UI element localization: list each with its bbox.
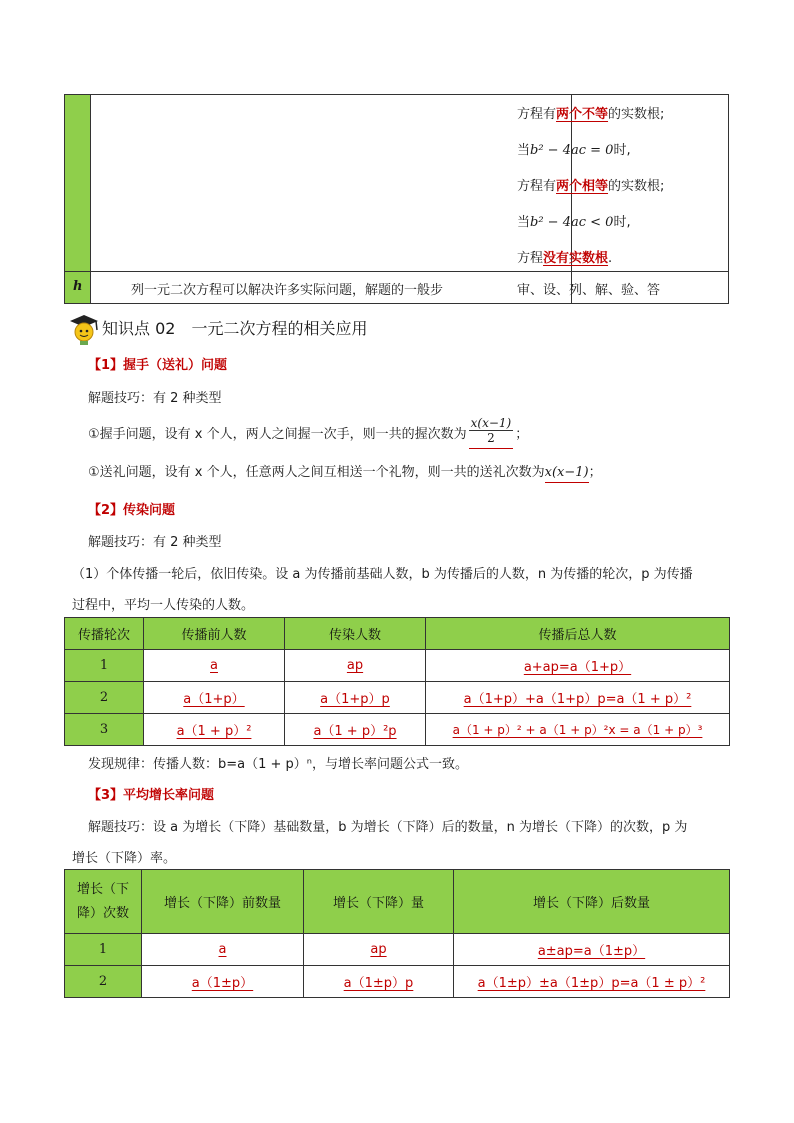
count-cell: 2	[65, 966, 142, 998]
part1-heading: 【1】握手（送礼）问题	[88, 358, 228, 373]
part2-desc-2: 过程中，平均一人传染的人数。	[72, 598, 255, 613]
handshake-fraction: $\frac{x(x-1)}{2}$	[469, 416, 514, 449]
table-row	[65, 934, 730, 966]
part2-desc-1: （1）个体传播一轮后，依旧传染。设 a 为传播前基础人数，b 为传播后的人数，n 为传播的轮次，p 为传播	[72, 567, 693, 582]
section-title: 知识点 02 一元二次方程的相关应用	[102, 319, 368, 338]
part3-tip-1: 解题技巧：设 a 为增长（下降）基础数量，b 为增长（下降）后的数量，n 为增长（下降）的次数，p 为	[88, 820, 688, 835]
header-cell: 增长（下降）次数	[65, 870, 142, 934]
value-cell: a±ap=a（1±p）	[537, 944, 646, 959]
value-cell: a	[218, 942, 227, 957]
part1-tip: 解题技巧：有 2 种类型	[88, 391, 222, 406]
top-table	[64, 94, 729, 304]
spread-table	[64, 617, 730, 746]
value-cell: a（1±p）±a（1±p）p=a（1 ± p）²	[477, 976, 706, 991]
header-cell: 增长（下降）后数量	[454, 870, 730, 934]
value-cell: a（1 + p）²	[176, 724, 252, 739]
value-cell: a+ap=a（1+p）	[523, 660, 632, 675]
part1-item2: ①送礼问题，设有 x 个人，任意两人之间互相送一个礼物，则一共的送礼次数为x(x−1)；	[88, 461, 602, 480]
top-line-4: 当b² − 4ac < 0时,	[517, 215, 631, 230]
part1-item1: ①握手问题，设有 x 个人，两人之间握一次手，则一共的握次数为 $\frac{x(x-1)}{2}$ ；	[88, 412, 528, 452]
value-cell: a（1±p）	[191, 976, 254, 991]
round-cell: 3	[65, 714, 144, 746]
top-line-3: 方程有两个相等的实数根;	[517, 179, 665, 194]
value-cell: a（1+p）p	[320, 692, 390, 707]
top-line-5: 方程没有实数根.	[517, 251, 613, 266]
value-cell: ap	[370, 942, 387, 957]
value-cell: ap	[346, 658, 364, 673]
table-row	[65, 682, 730, 714]
top-line-1: 方程有两个不等的实数根;	[517, 107, 665, 122]
part3-heading: 【3】平均增长率问题	[88, 788, 215, 803]
part2-tip: 解题技巧：有 2 种类型	[88, 535, 222, 550]
table-row	[65, 966, 730, 998]
header-cell: 增长（下降）前数量	[142, 870, 304, 934]
row-label: h	[73, 279, 83, 294]
header-cell: 传染人数	[285, 618, 426, 650]
part3-tip-2: 增长（下降）率。	[72, 851, 177, 866]
growth-table	[64, 869, 730, 998]
part2-heading: 【2】传染问题	[88, 503, 176, 518]
round-cell: 1	[65, 650, 144, 682]
round-cell: 2	[65, 682, 144, 714]
value-cell: a（1+p）+a（1+p）p=a（1 + p）²	[463, 692, 692, 707]
count-cell: 1	[65, 934, 142, 966]
value-cell: a（1±p）p	[343, 976, 414, 991]
value-cell: a（1+p）	[183, 692, 245, 707]
value-cell: a	[210, 658, 218, 673]
top-line-2: 当b² − 4ac = 0时,	[517, 143, 631, 158]
scholar-icon	[64, 312, 104, 346]
value-cell: a（1 + p）² + a（1 + p）²x = a（1 + p）³	[452, 723, 703, 737]
table-row	[65, 650, 730, 682]
value-cell: a（1 + p）²p	[313, 724, 397, 739]
row-text: 列一元二次方程可以解决许多实际问题，解题的一般步	[131, 283, 444, 298]
header-cell: 传播轮次	[65, 618, 144, 650]
part2-rule: 发现规律：传播人数：b=a（1 + p）ⁿ，与增长率问题公式一致。	[88, 757, 468, 772]
header-cell: 传播后总人数	[426, 618, 730, 650]
header-cell: 传播前人数	[144, 618, 285, 650]
table-row	[65, 714, 730, 746]
header-cell: 增长（下降）量	[304, 870, 454, 934]
row-steps: 审、设、列、解、验、答	[517, 283, 661, 298]
